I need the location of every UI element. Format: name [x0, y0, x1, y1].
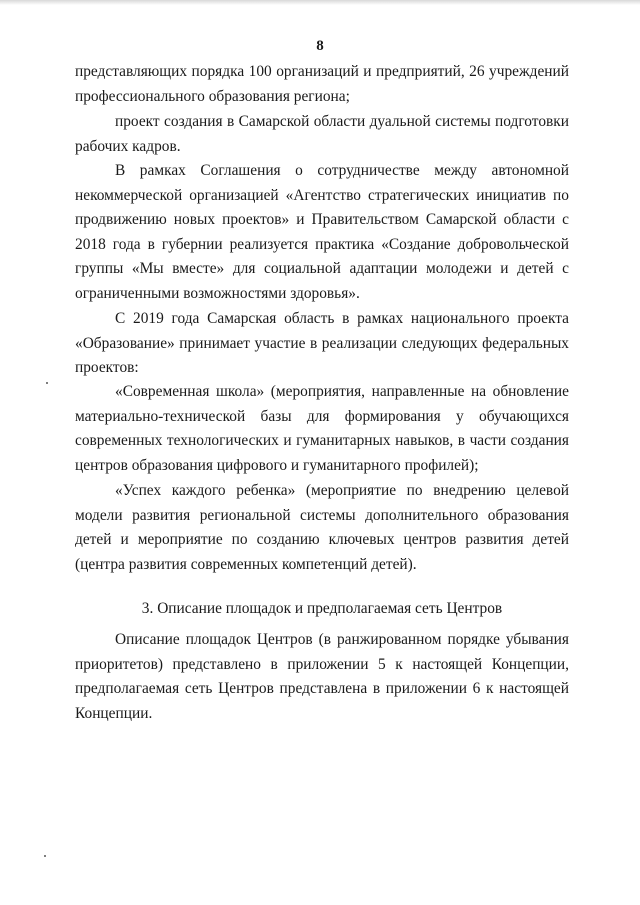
paragraph-modern-school: «Современная школа» (мероприятия, направленные на обновление материально-технической базы для формирования у обучающихся современных технологических и гуманитарных навыков, в части создания центров образования цифрового и гуманитарного профилей); [75, 383, 569, 474]
paragraph-continuation: представляющих порядка 100 организаций и предприятий, 26 учреждений профессионального образования региона; [75, 63, 569, 105]
scan-speck [46, 382, 48, 384]
paragraph-child-success: «Успех каждого ребенка» (мероприятие по внедрению целевой модели развития региональной системы дополнительного образования детей и мероприятие по созданию ключевых центров развития детей (центра развития современных компетенций детей). [75, 482, 569, 573]
page-number: 8 [316, 38, 324, 54]
paragraph-agreement: В рамках Соглашения о сотрудничестве между автономной некоммерческой организацией «Агентство стратегических инициатив по продвижению новых проектов» и Правительством Самарской области с 2018 года в губернии реализуется практика «Создание добровольческой группы «Мы вместе» для социальной адаптации молодежи и детей с ограниченными возможностями здоровья». [75, 162, 569, 302]
paragraph-sites-description: Описание площадок Центров (в ранжированном порядке убывания приоритетов) представлено в приложении 5 к настоящей Концепции, предполагаемая сеть Центров представлена в приложении 6 к настоящей Концепции. [75, 631, 569, 722]
section-heading: 3. Описание площадок и предполагаемая сеть Центров [141, 600, 503, 617]
paragraph-dual-system: проект создания в Самарской области дуальной системы подготовки рабочих кадров. [75, 113, 569, 155]
paragraph-national-project: С 2019 года Самарская область в рамках национального проекта «Образование» принимает участие в реализации следующих федеральных проектов: [75, 310, 569, 377]
scan-speck [44, 855, 46, 857]
scan-top-edge [0, 0, 640, 5]
